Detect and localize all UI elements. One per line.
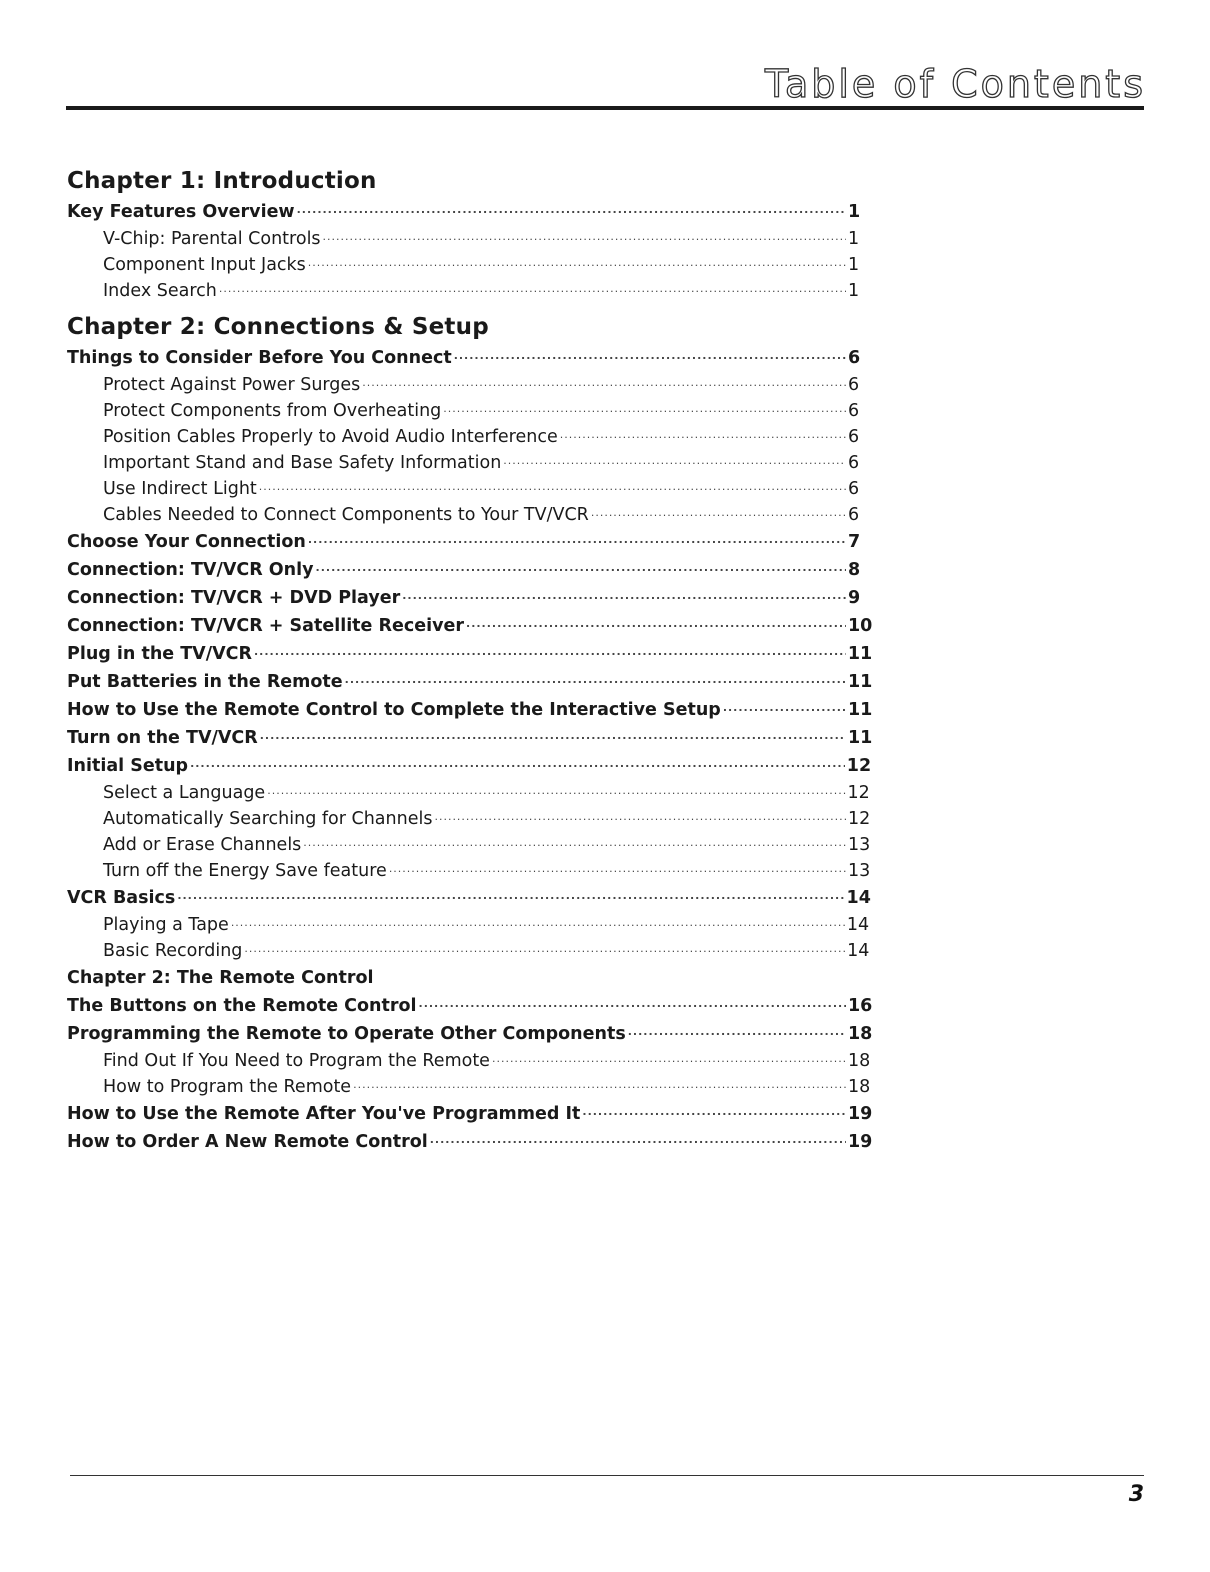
dot-leader [219,274,846,302]
toc-entry-page: 8 [848,560,861,580]
chapter-heading: Chapter 1: Introduction [67,168,377,194]
toc-entry-title: V-Chip: Parental Controls [103,229,321,249]
toc-entry-page: 1 [848,202,861,222]
toc-entry-page: 7 [848,532,861,552]
toc-subentry [67,938,870,964]
toc-entry-title: How to Use the Remote Control to Complete the Interactive Setup [67,700,721,720]
page-header-title: Table of Contents [765,62,1146,106]
dot-leader [591,498,846,526]
dot-leader [454,340,846,370]
dot-leader [419,988,846,1018]
footer-rule [70,1475,1144,1476]
toc-entry-page: 1 [848,281,860,301]
dot-leader [492,1044,846,1072]
toc-entry-title: Protect Components from Overheating [103,401,442,421]
toc-entry-title: Protect Against Power Surges [103,375,361,395]
toc-entry-page: 12 [846,756,872,776]
dot-leader [303,828,846,856]
dot-leader [308,524,846,554]
toc-entry-title: Programming the Remote to Operate Other Components [67,1024,626,1044]
toc-entry-page: 6 [848,479,860,499]
toc-entry-page: 6 [848,401,860,421]
dot-leader [177,880,844,910]
dot-leader [244,934,845,962]
toc-entry-title: VCR Basics [67,888,176,908]
toc-entry-title: Automatically Searching for Channels [103,809,433,829]
toc-entry-title: How to Program the Remote [103,1077,352,1097]
dot-leader [297,194,846,224]
dot-leader [260,720,846,750]
toc-entry-page: 19 [848,1132,873,1152]
dot-leader [353,1070,846,1098]
toc-entry-page: 6 [848,453,860,473]
toc-entry-title: The Buttons on the Remote Control [67,996,417,1016]
toc-entry-page: 1 [848,255,860,275]
toc-entry-page: 13 [848,861,871,881]
toc-entry-page: 6 [848,505,860,525]
toc-entry-page: 14 [846,915,870,935]
toc-entry-title: Position Cables Properly to Avoid Audio Interference [103,427,558,447]
dot-leader [723,692,846,722]
dot-leader [362,368,846,396]
dot-leader [628,1016,846,1046]
dot-leader [503,446,846,474]
toc-entry-page: 1 [848,229,860,249]
toc-entry-title: Plug in the TV/VCR [67,644,252,664]
toc-entry-page: 14 [847,941,870,961]
toc-subentry [67,278,858,304]
toc-entry-page: 9 [848,588,861,608]
toc-entry-title: Component Input Jacks [103,255,306,275]
dot-leader [267,776,845,804]
header-rule [66,106,1144,110]
toc-entry-title: How to Order A New Remote Control [67,1132,428,1152]
dot-leader [190,748,845,778]
dot-leader [443,394,846,422]
toc-entry-title: Connection: TV/VCR + Satellite Receiver [67,616,465,636]
toc-entry-page: 18 [848,1077,871,1097]
toc-entry-title: Put Batteries in the Remote [67,672,343,692]
dot-leader [231,908,845,936]
toc-entry-title: Initial Setup [67,756,189,776]
toc-entry-title: Turn on the TV/VCR [67,728,258,748]
toc-entry-title: Select a Language [103,783,266,803]
toc-entry-page: 6 [848,375,860,395]
page-number: 3 [1128,1482,1144,1507]
toc-entry-page: 18 [848,1024,873,1044]
toc-entry-title: Add or Erase Channels [103,835,302,855]
dot-leader [254,636,846,666]
toc-entry-page: 11 [847,644,873,664]
dot-leader [389,854,846,882]
dot-leader [434,802,846,830]
toc-entry-page: 14 [846,888,871,908]
dot-leader [345,664,846,694]
table-of-contents [67,162,873,1156]
toc-entry-page: 19 [848,1104,873,1124]
toc-entry-title: Important Stand and Base Safety Information [103,453,502,473]
dot-leader [323,222,846,250]
chapter-heading: Chapter 2: Connections & Setup [67,314,489,340]
toc-entry-page: 6 [848,427,860,447]
dot-leader [430,1124,846,1154]
dot-leader [402,580,846,610]
toc-entry-title: Find Out If You Need to Program the Remote [103,1051,490,1071]
toc-entry-title: Connection: TV/VCR Only [67,560,314,580]
dot-leader [560,420,846,448]
toc-entry-page: 11 [847,728,873,748]
toc-entry-title: Use Indirect Light [103,479,257,499]
toc-entry-page: 10 [848,616,873,636]
toc-entry-title: Connection: TV/VCR + DVD Player [67,588,401,608]
toc-entry-title: Key Features Overview [67,202,295,222]
toc-entry-title: Basic Recording [103,941,243,961]
toc-entry-page: 12 [847,783,870,803]
toc-entry-page: 13 [848,835,871,855]
dot-leader [466,608,846,638]
toc-entry-page: 11 [848,700,873,720]
toc-entry-page: 18 [848,1051,871,1071]
dot-leader [582,1096,846,1126]
toc-entry-title: Playing a Tape [103,915,229,935]
toc-entry-page: 16 [848,996,873,1016]
toc-entry-title: Index Search [103,281,217,301]
toc-entry-title: Choose Your Connection [67,532,306,552]
dot-leader [316,552,846,582]
dot-leader [308,248,846,276]
toc-entry-page: 11 [848,672,873,692]
toc-entry-page: 6 [848,348,861,368]
toc-entry-title: Turn off the Energy Save feature [103,861,387,881]
toc-entry-title: Cables Needed to Connect Components to Your TV/VCR [103,505,589,525]
toc-entry-title: Chapter 2: The Remote Control [67,968,374,988]
toc-entry-page: 12 [848,809,871,829]
dot-leader [259,472,846,500]
toc-entry [67,1128,873,1156]
toc-entry-title: Things to Consider Before You Connect [67,348,452,368]
toc-entry-title: How to Use the Remote After You've Programmed It [67,1104,581,1124]
